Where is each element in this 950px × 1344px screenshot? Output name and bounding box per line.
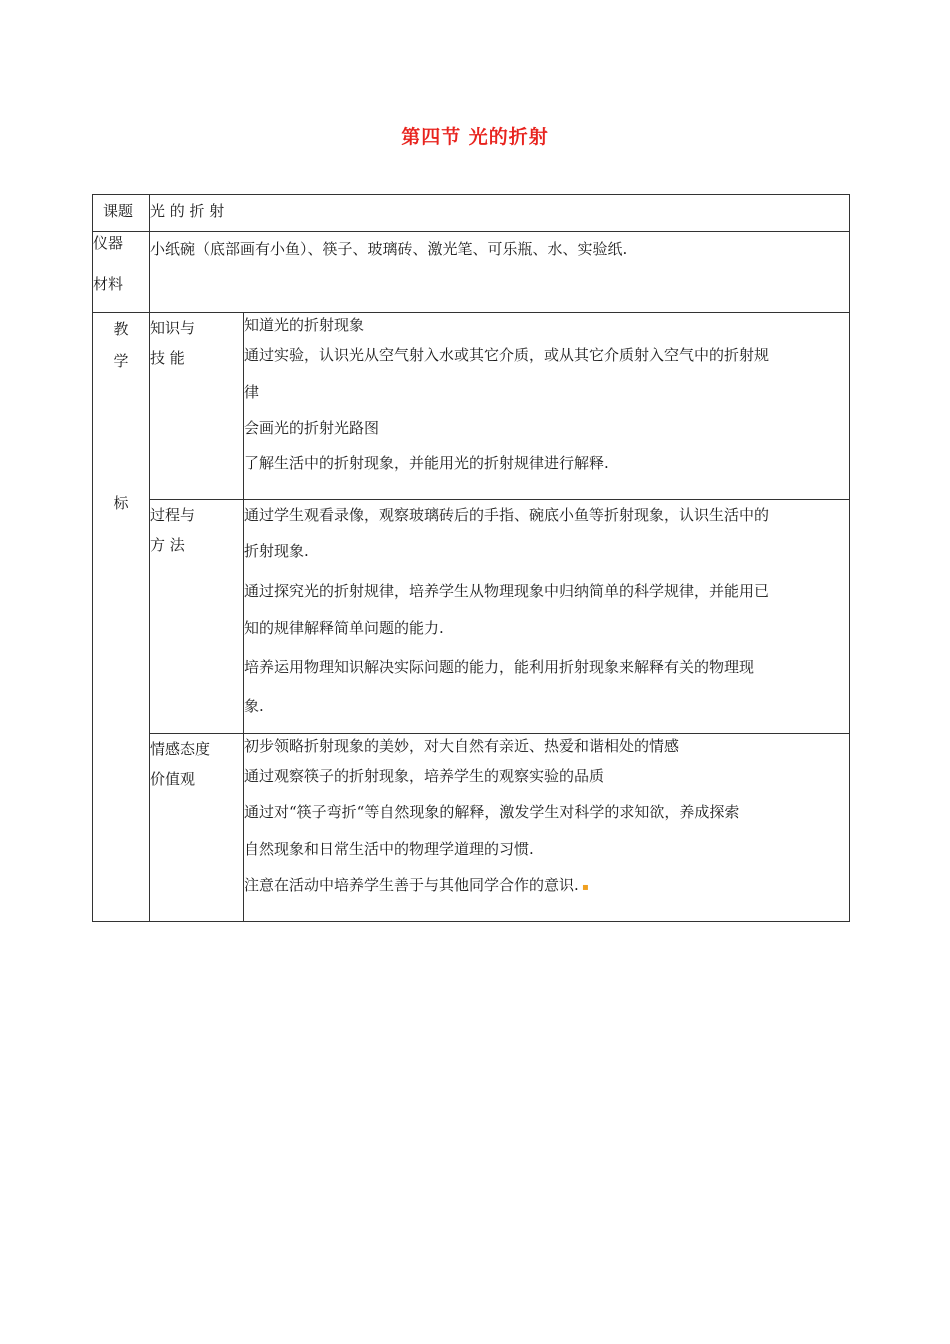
topic-value: 光 的 折 射 bbox=[150, 195, 850, 232]
instruments-label bbox=[93, 232, 150, 313]
instruments-label-line-1: 仪器 bbox=[93, 234, 124, 252]
page-title: 第四节 光的折射 bbox=[401, 126, 549, 148]
goal-item: 会画光的折射光路图 bbox=[244, 419, 380, 437]
goal-item: 通过探究光的折射规律，培养学生从物理现象中归纳简单的科学规律，并能用已 bbox=[244, 582, 770, 600]
goals-label-char-3: 标 bbox=[113, 494, 129, 512]
instruments-value: 小纸碗（底部画有小鱼）、筷子、玻璃砖、激光笔、可乐瓶、水、实验纸. bbox=[150, 232, 850, 313]
goals-label-char-2: 学 bbox=[113, 352, 129, 370]
goal-item: 培养运用物理知识解决实际问题的能力，能利用折射现象来解释有关的物理现 bbox=[244, 658, 755, 676]
goal-row-attitude bbox=[93, 734, 850, 922]
goal-category-knowledge-line-2: 技 能 bbox=[150, 349, 185, 367]
goal-item: 律 bbox=[244, 383, 260, 401]
topic-label: 课题 bbox=[93, 195, 150, 232]
goal-category-attitude-line-2: 价值观 bbox=[150, 770, 196, 788]
goal-items-attitude bbox=[244, 734, 850, 922]
goal-items-process bbox=[244, 500, 850, 734]
goal-category-process-line-1: 过程与 bbox=[150, 506, 196, 524]
goal-item: 通过对“筷子弯折“等自然现象的解释，激发学生对科学的求知欲，养成探索 bbox=[244, 803, 740, 821]
topic-row bbox=[93, 195, 850, 232]
instruments-row bbox=[93, 232, 850, 313]
goal-category-process-line-2: 方 法 bbox=[150, 536, 185, 554]
goal-item: 知道光的折射现象 bbox=[244, 316, 365, 334]
goal-category-knowledge bbox=[150, 313, 244, 500]
goal-row-process bbox=[93, 500, 850, 734]
goal-category-attitude bbox=[150, 734, 244, 922]
edit-mark: ▪ bbox=[578, 882, 589, 893]
goal-item: 通过学生观看录像，观察玻璃砖后的手指、碗底小鱼等折射现象，认识生活中的 bbox=[244, 506, 770, 524]
goal-item: 自然现象和日常生活中的物理学道理的习惯. bbox=[244, 840, 534, 858]
goals-label bbox=[93, 313, 150, 922]
goal-row-knowledge bbox=[93, 313, 850, 500]
goal-category-process bbox=[150, 500, 244, 734]
instruments-label-line-2: 材料 bbox=[93, 275, 124, 293]
goal-item: 初步领略折射现象的美妙，对大自然有亲近、热爱和谐相处的情感 bbox=[244, 737, 680, 755]
goal-item bbox=[244, 868, 849, 905]
goal-item: 知的规律解释简单问题的能力. bbox=[244, 619, 444, 637]
lesson-plan-table bbox=[92, 194, 850, 922]
goal-items-knowledge bbox=[244, 313, 850, 500]
goal-category-knowledge-line-1: 知识与 bbox=[150, 319, 196, 337]
goal-item: 通过观察筷子的折射现象，培养学生的观察实验的品质 bbox=[244, 767, 605, 785]
goal-item: 通过实验，认识光从空气射入水或其它介质，或从其它介质射入空气中的折射规 bbox=[244, 346, 770, 364]
goal-item-text: 注意在活动中培养学生善于与其他同学合作的意识. bbox=[244, 876, 579, 894]
goals-label-char-1: 教 bbox=[113, 320, 129, 338]
goal-item: 了解生活中的折射现象，并能用光的折射规律进行解释. bbox=[244, 454, 609, 472]
goal-item: 折射现象. bbox=[244, 542, 309, 560]
goal-category-attitude-line-1: 情感态度 bbox=[150, 740, 211, 758]
goal-item: 象. bbox=[244, 697, 264, 715]
